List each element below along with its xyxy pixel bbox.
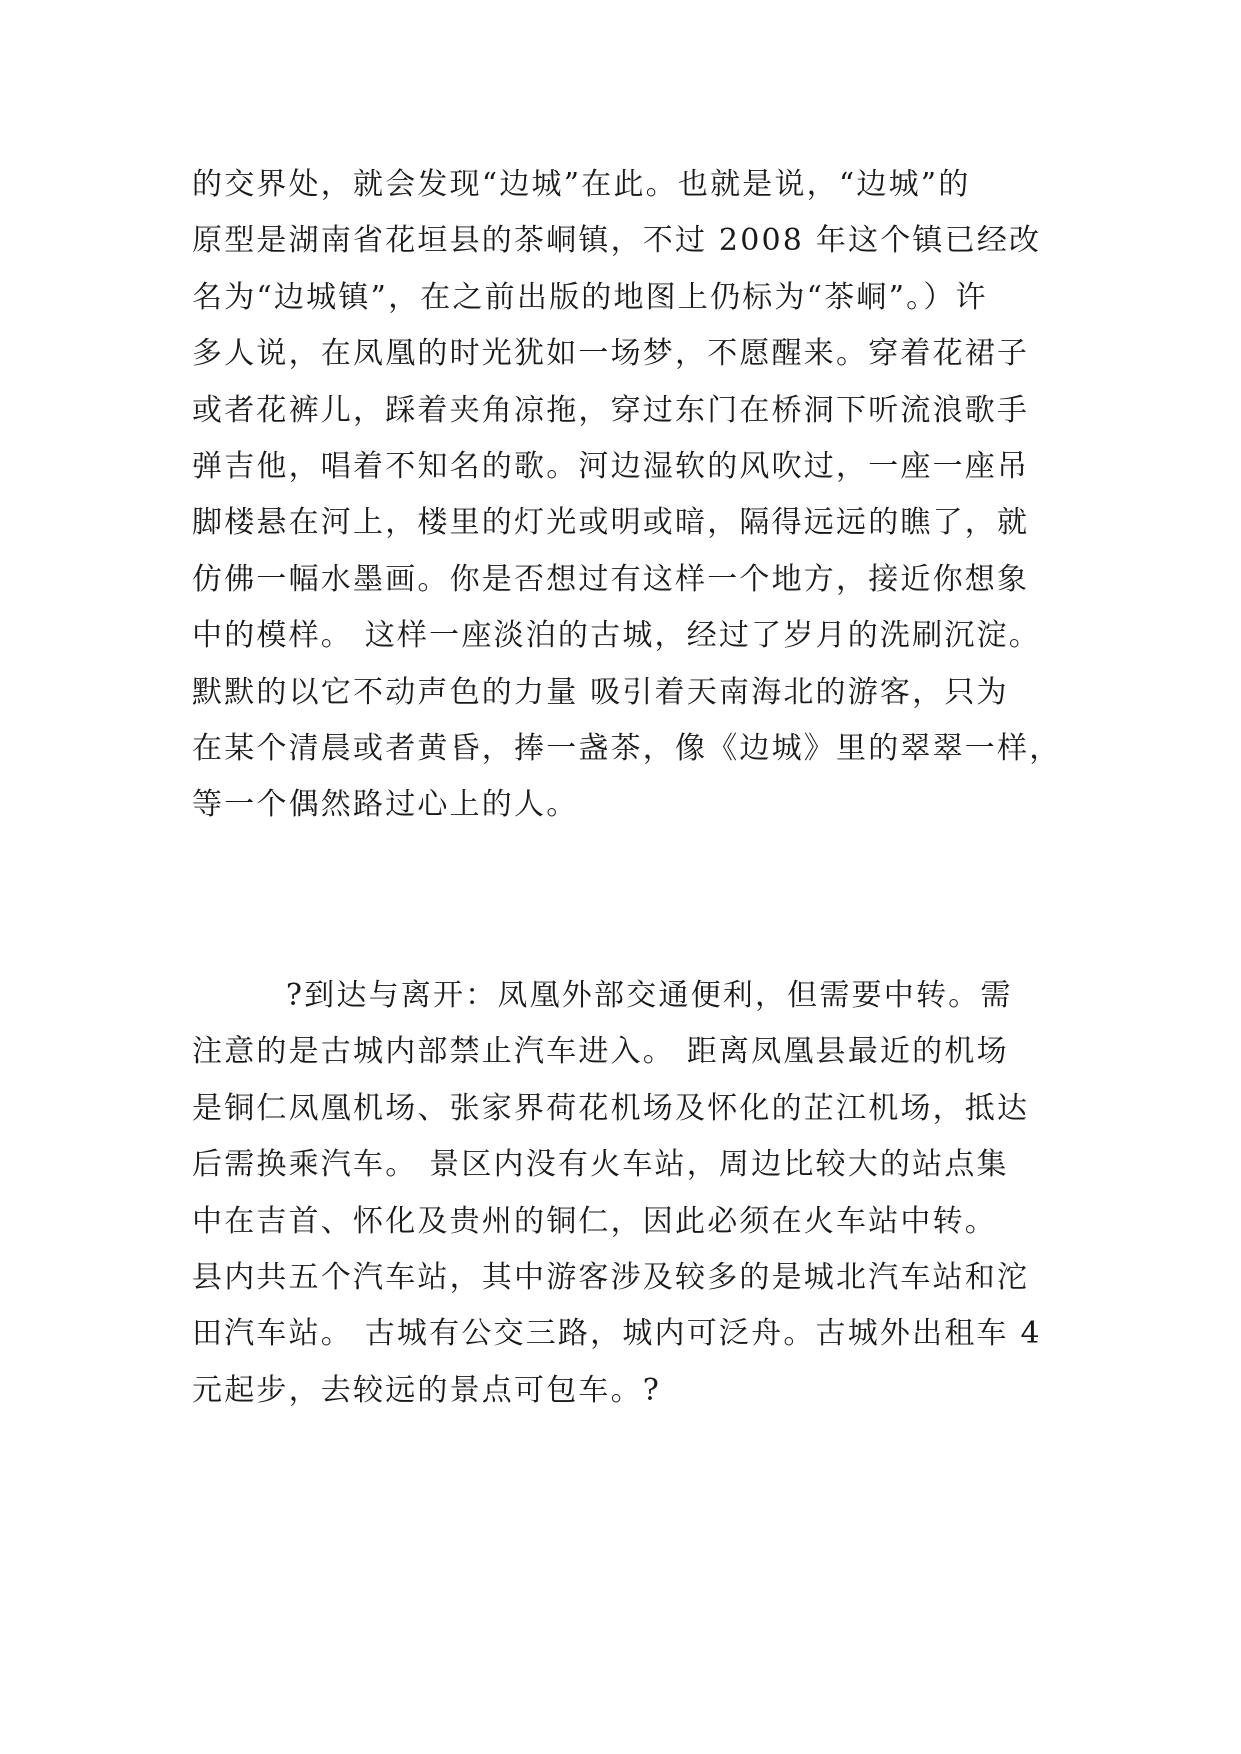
text-line: 在某个清晨或者黄昏，捧一盏茶，像《边城》里的翠翠一样，: [192, 730, 1062, 766]
text-line: 元起步，去较远的景点可包车。?: [192, 1372, 662, 1408]
body-paragraph: [192, 157, 1061, 834]
text-line: 的交界处，就会发现“边城”在此。也就是说，“边城”的: [192, 167, 971, 202]
text-line: ?到达与离开：凤凰外部交通便利，但需要中转。需: [192, 978, 1013, 1013]
text-line: 默默的以它不动声色的力量 吸引着天南海北的游客，只为: [192, 674, 1009, 710]
text-line: 注意的是古城内部禁止汽车进入。 距离凤凰县最近的机场: [192, 1034, 1009, 1070]
text-line: 中在吉首、怀化及贵州的铜仁，因此必须在火车站中转。: [192, 1203, 997, 1239]
text-line: 原型是湖南省花垣县的茶峒镇，不过 2008 年这个镇已经改: [192, 223, 1042, 259]
text-line: 中的模样。 这样一座淡泊的古城，经过了岁月的洗刷沉淀。: [192, 618, 1041, 654]
text-line: 名为“边城镇”，在之前出版的地图上仍标为“茶峒”。）许: [192, 279, 988, 315]
body-paragraph: [192, 968, 1042, 1419]
text-line: 后需换乘汽车。 景区内没有火车站，周边比较大的站点集: [192, 1147, 1009, 1183]
text-line: 县内共五个汽车站，其中游客涉及较多的是城北汽车站和沱: [192, 1259, 1030, 1295]
text-line: 多人说，在凤凰的时光犹如一场梦，不愿醒来。穿着花裙子: [192, 336, 1030, 372]
text-line: 弹吉他，唱着不知名的歌。河边湿软的风吹过，一座一座吊: [192, 448, 1030, 484]
text-line: 是铜仁凤凰机场、张家界荷花机场及怀化的芷江机场，抵达: [192, 1090, 1030, 1126]
text-line: 田汽车站。 古城有公交三路，城内可泛舟。古城外出租车 4: [192, 1316, 1042, 1352]
text-line: 脚楼悬在河上，楼里的灯光或明或暗，隔得远远的瞧了，就: [192, 505, 1030, 541]
text-line: 或者花裤儿，踩着夹角凉拖，穿过东门在桥洞下听流浪歌手: [192, 392, 1030, 428]
text-line: 仿佛一幅水墨画。你是否想过有这样一个地方，接近你想象: [192, 561, 1030, 597]
text-line: 等一个偶然路过心上的人。: [192, 787, 579, 823]
